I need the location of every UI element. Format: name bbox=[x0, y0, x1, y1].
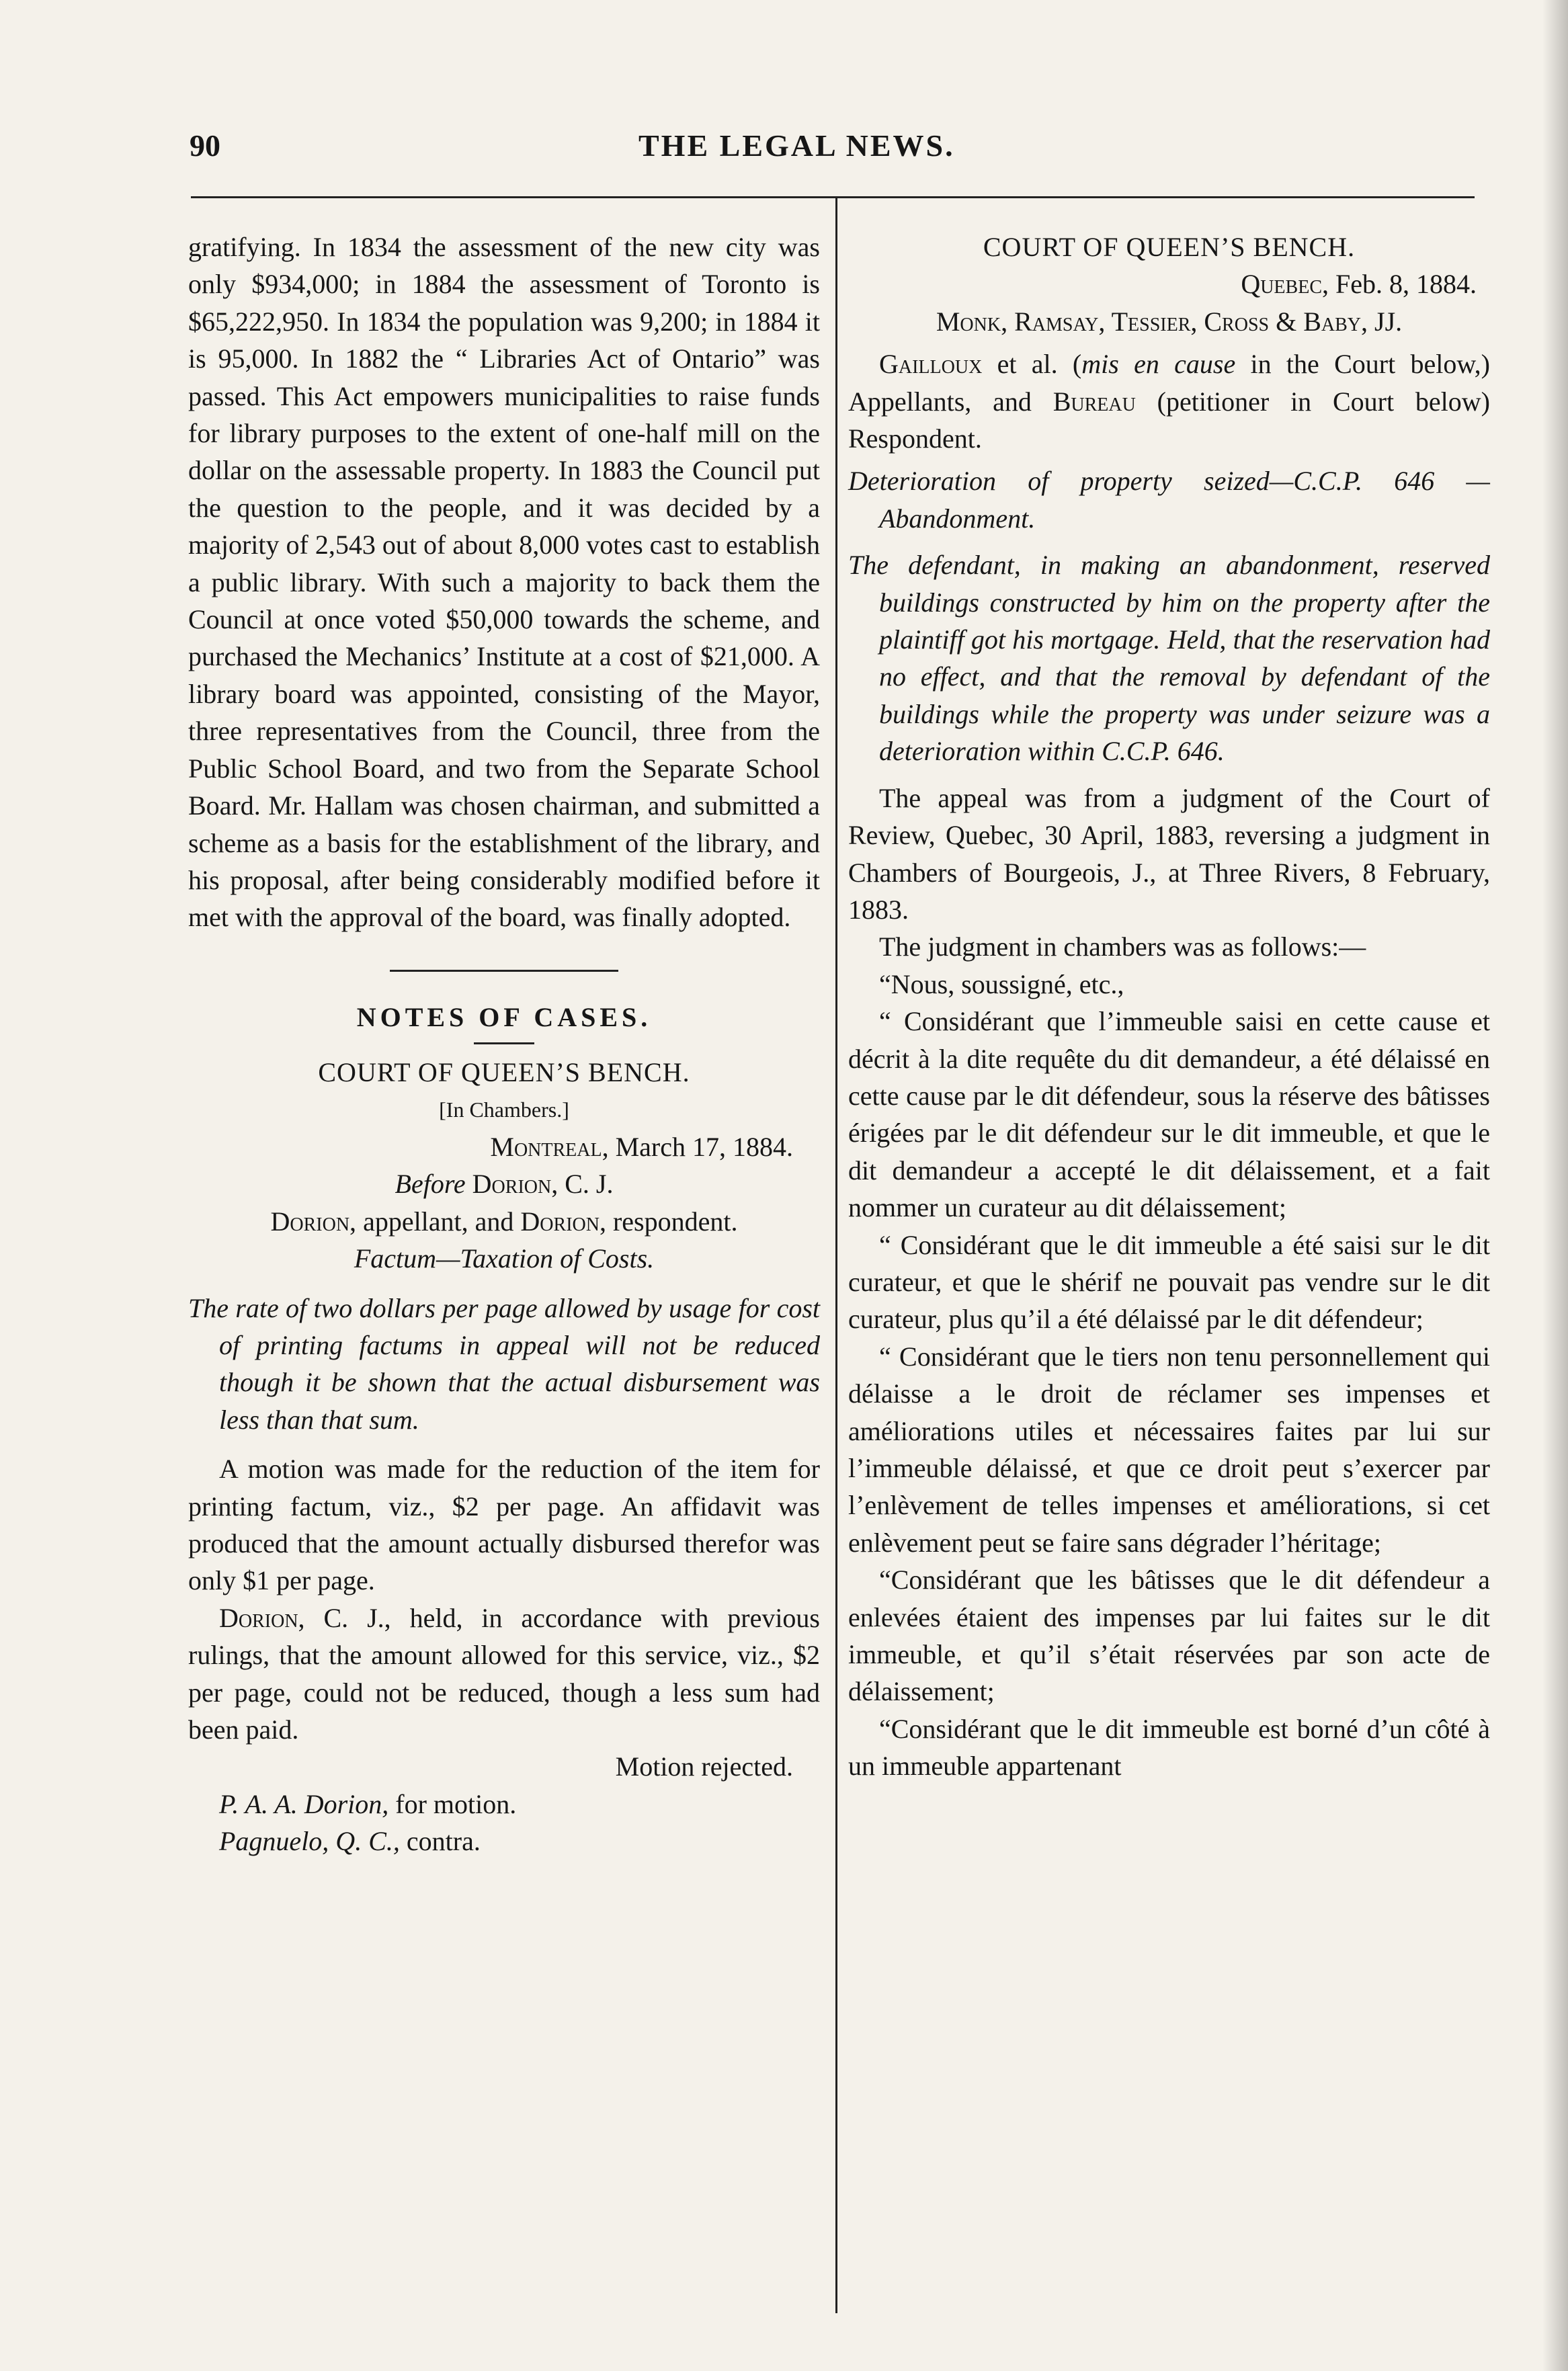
judge-name: Dorion, C. J. bbox=[465, 1169, 614, 1200]
counsel-name: Pagnuelo, Q. C., bbox=[219, 1826, 400, 1857]
place-name: Quebec, bbox=[1241, 269, 1329, 300]
case-subject: Factum—Taxation of Costs. bbox=[354, 1243, 655, 1274]
journal-title: THE LEGAL NEWS. bbox=[638, 128, 955, 163]
before-line bbox=[188, 1165, 820, 1202]
counsel-line-1 bbox=[188, 1786, 820, 1823]
counsel-role: for motion. bbox=[388, 1788, 517, 1819]
considerant-paragraph: “ Considérant que l’immeuble saisi en cette cause et décrit à la dite requête du dit demandeur, a été délaissé en cette cause par le dit défendeur, sous la réserve des bâtisses érigées par le dit défendeur sur le dit immeuble, et que le dit demandeur a accepté le dit délaissement, et a fait nommer un curateur au dit délaissement; bbox=[848, 1006, 1490, 1223]
left-column bbox=[188, 228, 820, 1860]
case-date: March 17, 1884. bbox=[608, 1131, 793, 1162]
case-subject: Deterioration of property seized—C.C.P. 646 —Abandonment. bbox=[848, 466, 1490, 534]
appeal-paragraph: The appeal was from a judgment of the Court of Review, Quebec, 30 April, 1883, reversing a judgment in Chambers of Bourgeois, J., at Three Rivers, 8 February, 1883. bbox=[848, 782, 1490, 925]
case-date: Feb. 8, 1884. bbox=[1329, 269, 1477, 300]
parties-line bbox=[188, 1203, 820, 1240]
appellant-name: Dorion, bbox=[270, 1206, 357, 1237]
place-date-line bbox=[848, 265, 1490, 302]
mis-en-cause-term: mis en cause bbox=[1081, 349, 1236, 380]
motion-result: Motion rejected. bbox=[615, 1751, 793, 1782]
court-heading: COURT OF QUEEN’S BENCH. bbox=[983, 232, 1356, 262]
place-date-line bbox=[188, 1128, 820, 1165]
case-headnote: The rate of two dollars per page allowed by usage for cost of printing factums in appeal will not be reduced though it be shown that the actual disbursement was less than that sum. bbox=[188, 1292, 820, 1435]
holding-judge: Dorion, bbox=[219, 1602, 305, 1633]
case-headnote: The defendant, in making an abandonment, reserved buildings constructed by him on the property after the plaintiff got his mortgage. Held, that the reservation had no effect, and that the removal by defendant of the buildings while the property was under seizure was a deterioration within C.C.P. 646. bbox=[848, 550, 1490, 767]
counsel-role: contra. bbox=[399, 1826, 481, 1857]
header-rule bbox=[191, 196, 1475, 198]
motion-paragraph: A motion was made for the reduction of the item for printing factum, viz., $2 per page. An affidavit was produced that the amount actually disbursed therefor was only $1 per page. bbox=[188, 1454, 820, 1596]
considerant-paragraph: “Considérant que les bâtisses que le dit défendeur a enlevées étaient des impenses par lui faites sur le dit immeuble, et qu’il s’était réservées par son acte de délaissement; bbox=[848, 1565, 1490, 1707]
chambers-note: [In Chambers.] bbox=[439, 1097, 569, 1122]
place-name: Montreal, bbox=[490, 1131, 609, 1162]
respondent-name: Bureau bbox=[1053, 386, 1136, 417]
parties-connector: appellant, and bbox=[356, 1206, 521, 1237]
considerant-paragraph: “ Considérant que le dit immeuble a été saisi sur le dit curateur, et que le shérif ne pouvait pas vendre sur le dit curateur, plus qu’il a été délaissé par le dit défendeur; bbox=[848, 1229, 1490, 1335]
column-divider bbox=[835, 196, 837, 2313]
parties-connector: in the Court below,) Appellants, and bbox=[848, 349, 1490, 417]
judgment-opening: “Nous, soussigné, etc., bbox=[879, 968, 1124, 999]
counsel-name: P. A. A. Dorion, bbox=[219, 1788, 389, 1819]
before-label: Before bbox=[395, 1169, 466, 1200]
running-head bbox=[0, 128, 1568, 181]
holding-text: C. J., held, in accordance with previous rulings, that the amount allowed for this service, viz., $2 per page, could not be reduced, though a less sum had been paid. bbox=[188, 1602, 820, 1745]
judges-line: Monk, Ramsay, Tessier, Cross & Baby, JJ. bbox=[936, 306, 1403, 337]
parties-connector: et al. ( bbox=[982, 349, 1082, 380]
article-continuation-paragraph: gratifying. In 1834 the assessment of the new city was only $934,000; in 1884 the assessment of Toronto is $65,222,950. In 1834 the population was 9,200; in 1884 it is 95,000. In 1882 the “ Libraries Act of Ontario” was passed. This Act empowers municipalities to raise funds for library purposes to the extent of one-half mill on the dollar on the assessable property. In 1883 the Council put the question to the people, and it was decided by a majority of 2,543 out of about 8,000 votes cast to establish a public library. With such a majority to back them the Council at once voted $50,000 towards the scheme, and purchased the Mechanics’ Institute at a cost of $21,000. A library board was appointed, consisting of the Mayor, three representatives from the Council, three from the Public School Board, and two from the Separate School Board. Mr. Hallam was chosen chairman, and submitted a scheme as a basis for the establishment of the library, and his proposal, after being considerably modified before it met with the approval of the board, was finally adopted. bbox=[188, 232, 820, 933]
counsel-line-2 bbox=[188, 1823, 820, 1860]
page-edge-shadow bbox=[1542, 0, 1568, 2371]
right-column bbox=[848, 228, 1490, 1785]
parties-end: (petitioner in Court below) Respondent. bbox=[848, 386, 1491, 454]
judgment-intro: The judgment in chambers was as follows:— bbox=[879, 931, 1366, 962]
page-number: 90 bbox=[190, 128, 220, 163]
parties-paragraph bbox=[848, 345, 1490, 457]
appellant-name: Gailloux bbox=[879, 349, 983, 380]
respondent-name: Dorion, bbox=[520, 1206, 606, 1237]
considerant-paragraph: “ Considérant que le tiers non tenu personnellement qui délaisse a le droit de réclamer ses impenses et améliorations utiles et nécessaires faites par lui sur l’immeuble délaissé, et que ce droit peut s’exercer par l’enlèvement de telles impenses et améliorations, si cet enlèvement peut se faire sans dégrader l’héritage; bbox=[848, 1341, 1490, 1558]
court-heading: COURT OF QUEEN’S BENCH. bbox=[318, 1057, 690, 1088]
parties-end: respondent. bbox=[606, 1206, 738, 1237]
holding-paragraph bbox=[188, 1599, 820, 1749]
section-heading: NOTES OF CASES. bbox=[356, 1001, 652, 1032]
considerant-paragraph: “Considérant que le dit immeuble est borné d’un côté à un immeuble appartenant bbox=[848, 1713, 1490, 1782]
